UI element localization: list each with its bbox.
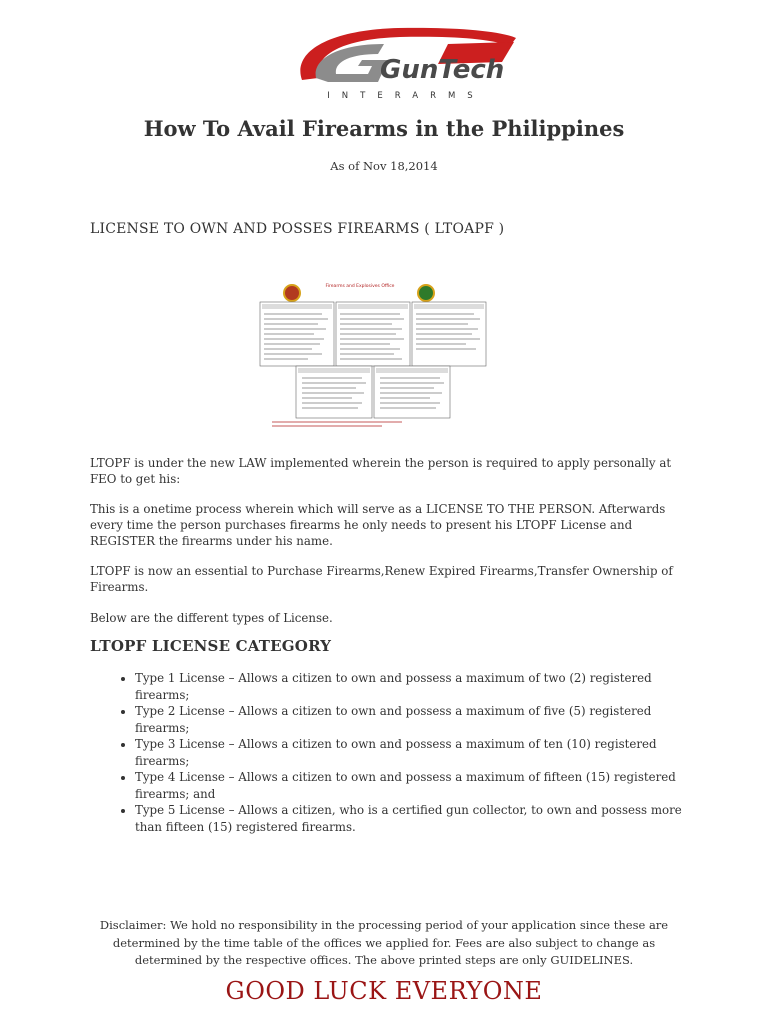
list-item: • Type 4 License – Allows a citizen to own and possess a maximum of fifteen (15) registered firearms; and [135,769,695,802]
paragraph-onetime-process: This is a onetime process wherein which will serve as a LICENSE TO THE PERSON. Afterwards every time the person purchases firearms he only needs to present his LTOPF License and REGISTER the firearms under his name. [90,502,666,548]
thumb-caption: Firearms and Explosives Office [325,284,395,289]
as-of-date: As of Nov 18,2014 [330,159,438,173]
paragraph-types-intro: Below are the different types of License. [90,611,333,625]
requirements-chart-image [252,280,494,430]
list-item: • Type 5 License – Allows a citizen, who is a certified gun collector, to own and possess more than fifteen (15) registered firearms. [135,802,695,835]
paragraph-essential: LTOPF is now an essential to Purchase Firearms,Renew Expired Firearms,Transfer Ownership of Firearms. [90,564,673,594]
page-title: How To Avail Firearms in the Philippines [143,116,625,141]
list-item: • Type 2 License – Allows a citizen to own and possess a maximum of five (5) registered firearms; [135,703,695,736]
closing-message: GOOD LUCK EVERYONE [225,977,543,1005]
pnp-seal-icon [284,285,300,301]
logo-wordmark: GunTech [380,55,505,85]
ltoapf-heading: LICENSE TO OWN AND POSSES FIREARMS ( LTOAPF ) [90,221,505,237]
guntech-logo [288,22,520,102]
list-item: • Type 3 License – Allows a citizen to own and possess a maximum of ten (10) registered firearms; [135,736,695,769]
paragraph-ltopf-intro: LTOPF is under the new LAW implemented wherein the person is required to apply personally at FEO to get his: [90,456,672,486]
list-item: • Type 1 License – Allows a citizen to own and possess a maximum of two (2) registered firearms; [135,670,695,703]
disclaimer-text: Disclaimer: We hold no responsibility in the processing period of your application since these are determined by the time table of the offices we applied for. Fees are also subject to change as determined by the respective offices. The above printed steps are only GUIDELINES. [99,918,669,967]
license-type-list [118,670,695,835]
license-category-heading: LTOPF LICENSE CATEGORY [90,637,332,655]
feo-seal-icon [418,285,434,301]
logo-subtext: INTERARMS [327,91,485,101]
